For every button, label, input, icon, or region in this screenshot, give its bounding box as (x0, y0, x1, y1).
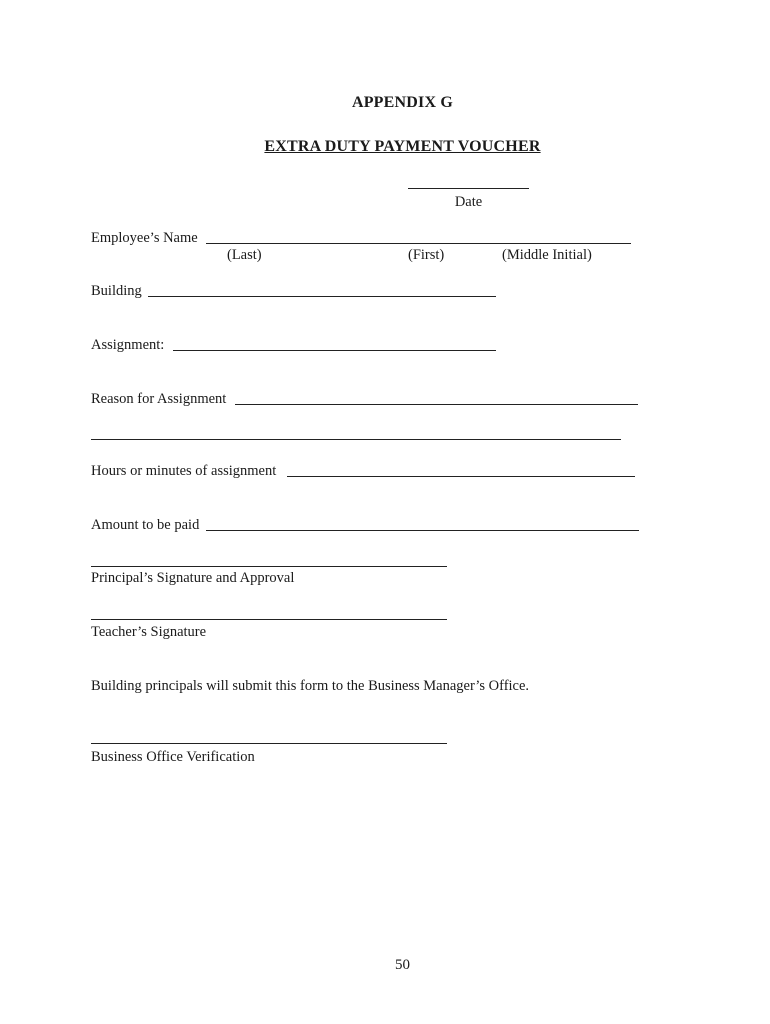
principal-signature-line[interactable] (91, 566, 447, 567)
reason-line-continued[interactable] (91, 439, 621, 440)
employee-name-label: Employee’s Name (91, 230, 198, 246)
principal-signature-label: Principal’s Signature and Approval (91, 570, 295, 586)
reason-line[interactable] (235, 404, 638, 405)
reason-label: Reason for Assignment (91, 391, 227, 407)
building-line[interactable] (148, 296, 496, 297)
hours-label: Hours or minutes of assignment (91, 463, 277, 479)
employee-name-last-label: (Last) (227, 247, 262, 263)
appendix-title: APPENDIX G (351, 94, 454, 111)
business-office-line[interactable] (91, 743, 447, 744)
employee-name-middle-label: (Middle Initial) (502, 247, 592, 263)
page-number: 50 (395, 957, 410, 973)
form-title: EXTRA DUTY PAYMENT VOUCHER (264, 138, 541, 155)
teacher-signature-line[interactable] (91, 619, 447, 620)
assignment-label: Assignment: (91, 337, 165, 353)
date-line[interactable] (408, 188, 529, 189)
building-label: Building (91, 283, 142, 299)
assignment-line[interactable] (173, 350, 496, 351)
employee-name-line[interactable] (206, 243, 631, 244)
hours-line[interactable] (287, 476, 635, 477)
teacher-signature-label: Teacher’s Signature (91, 624, 207, 640)
business-office-label: Business Office Verification (91, 749, 255, 765)
instruction-text: Building principals will submit this form to the Business Manager’s Office. (91, 678, 530, 694)
date-label: Date (454, 194, 483, 210)
employee-name-first-label: (First) (408, 247, 445, 263)
amount-line[interactable] (206, 530, 639, 531)
amount-label: Amount to be paid (91, 517, 200, 533)
